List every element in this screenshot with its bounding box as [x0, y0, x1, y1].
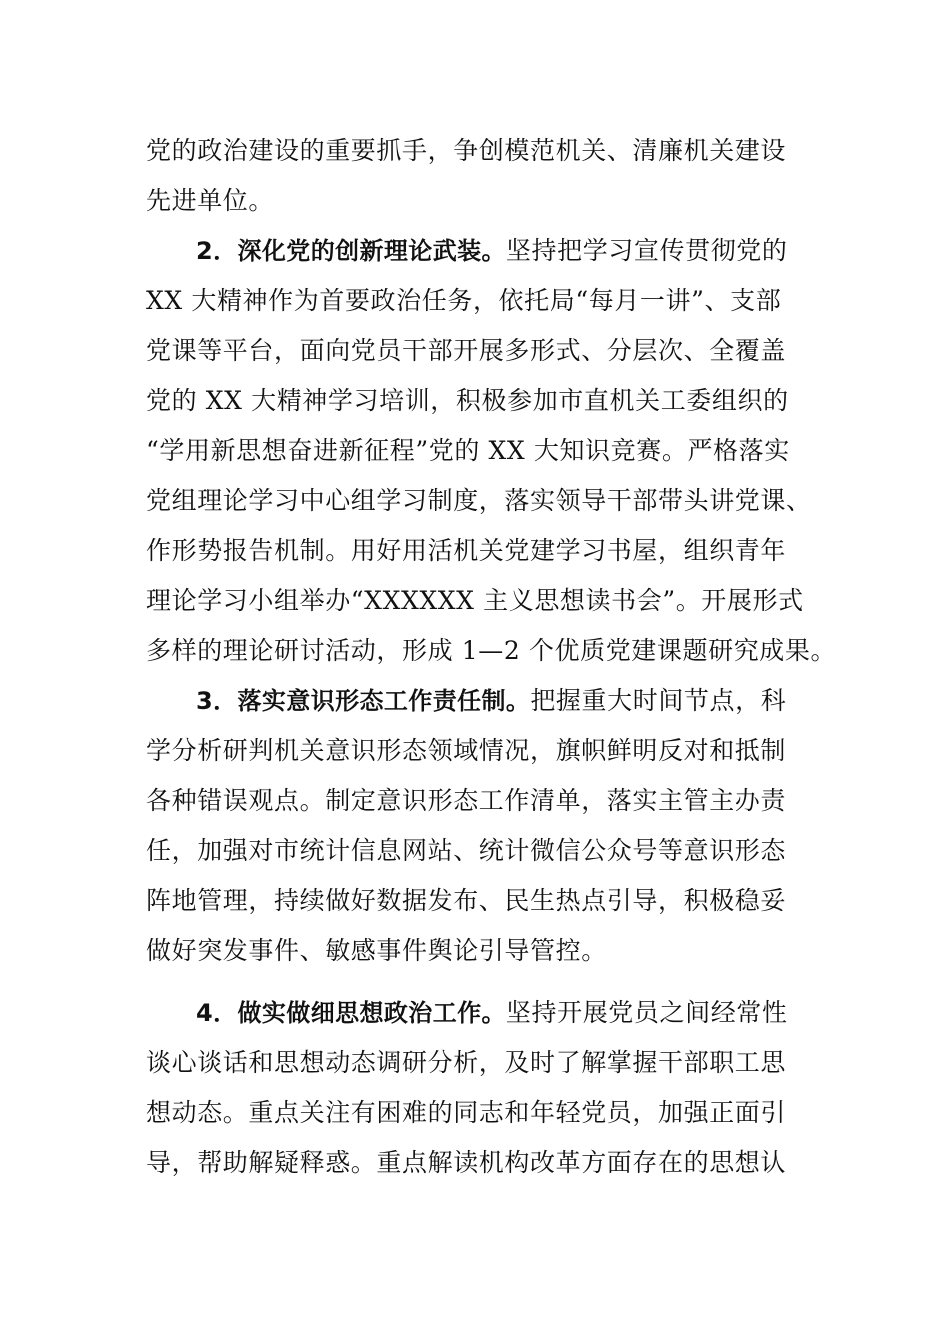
section-2-lead: 坚持把学习宣传贯彻党的 — [505, 236, 788, 265]
body-line: 谈心谈话和思想动态调研分析，及时了解掌握干部职工思 — [146, 1048, 787, 1077]
body-line: 各种错误观点。制定意识形态工作清单，落实主管主办责 — [146, 786, 787, 815]
body-line: “学用新思想奋进新征程”党的 XX 大知识竞赛。严格落实 — [146, 436, 790, 465]
section-4-lead: 坚持开展党员之间经常性 — [505, 998, 788, 1027]
body-line: 党的 XX 大精神学习培训，积极参加市直机关工委组织的 — [146, 386, 789, 415]
body-line: 想动态。重点关注有困难的同志和年轻党员，加强正面引 — [146, 1098, 787, 1127]
body-line: 党组理论学习中心组学习制度，落实领导干部带头讲党课、 — [146, 486, 812, 515]
body-line: 做好突发事件、敏感事件舆论引导管控。 — [146, 936, 607, 965]
body-line: 阵地管理，持续做好数据发布、民生热点引导，积极稳妥 — [146, 886, 787, 915]
body-line: 任，加强对市统计信息网站、统计微信公众号等意识形态 — [146, 836, 787, 865]
section-3-lead: 把握重大时间节点，科 — [530, 686, 787, 715]
section-3-heading: 3．落实意识形态工作责任制。 — [196, 687, 531, 715]
body-line: 导，帮助解疑释惑。重点解读机构改革方面存在的思想认 — [146, 1148, 787, 1177]
body-line: 多样的理论研讨活动，形成 1—2 个优质党建课题研究成果。 — [146, 636, 837, 665]
body-line: 作形势报告机制。用好用活机关党建学习书屋，组织青年 — [146, 536, 787, 565]
body-line: 学分析研判机关意识形态领域情况，旗帜鲜明反对和抵制 — [146, 736, 787, 765]
body-line: XX 大精神作为首要政治任务，依托局“每月一讲”、支部 — [146, 286, 782, 315]
body-line: 党的政治建设的重要抓手，争创模范机关、清廉机关建设 — [146, 136, 787, 165]
section-4-first-line — [196, 989, 856, 1037]
section-2-first-line — [196, 227, 856, 275]
section-3-first-line — [196, 677, 856, 725]
body-line: 理论学习小组举办“XXXXXX 主义思想读书会”。开展形式 — [146, 586, 804, 615]
section-4-heading: 4．做实做细思想政治工作。 — [196, 999, 506, 1027]
section-2-heading: 2．深化党的创新理论武装。 — [196, 237, 506, 265]
body-line: 党课等平台，面向党员干部开展多形式、分层次、全覆盖 — [146, 336, 787, 365]
body-line: 先进单位。 — [146, 186, 275, 215]
